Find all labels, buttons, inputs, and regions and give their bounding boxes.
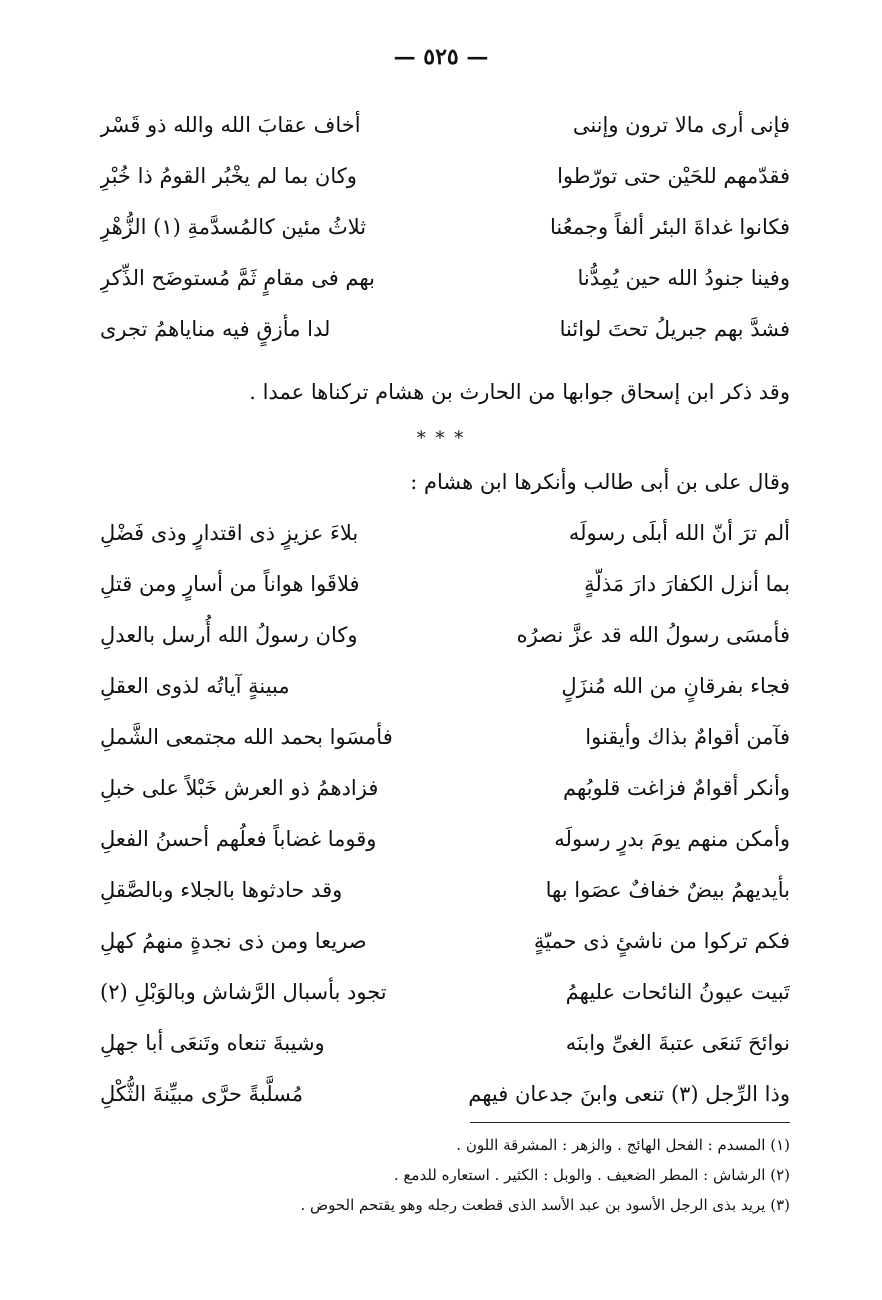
verse-first-hemistich: فآمن أقوامٌ بذاك وأيقنوا: [585, 725, 790, 749]
verse: [100, 508, 790, 559]
verse: [100, 610, 790, 661]
verse-first-hemistich: فأمسَى رسولُ الله قد عزَّ نصرُه: [516, 623, 790, 647]
verse-second-hemistich: بلاءَ عزيزٍ ذى اقتدارٍ وذى فَضْلِ: [100, 521, 359, 545]
verse: [100, 814, 790, 865]
verse-first-hemistich: فكانوا غداةَ البئر ألفاً وجمعُنا: [550, 215, 790, 239]
verse-second-hemistich: أخاف عقابَ الله والله ذو قَسْر: [100, 113, 361, 137]
verse-second-hemistich: مبينةٍ آياتُه لذوى العقلِ: [100, 674, 290, 698]
footnote-divider: [470, 1122, 790, 1123]
poem-2: [100, 508, 790, 1120]
verse: [100, 253, 790, 304]
verse-first-hemistich: فإنى أرى مالا ترون وإننى: [572, 113, 790, 137]
verse-second-hemistich: ثلاثُ مئين كالمُسدَّمةِ (١) الزُّهْرِ: [100, 215, 367, 239]
verse: [100, 712, 790, 763]
verse: [100, 763, 790, 814]
verse-first-hemistich: فكم تركوا من ناشئٍ ذى حميّةٍ: [533, 929, 790, 953]
verse: [100, 202, 790, 253]
verse-second-hemistich: تجود بأسبال الرَّشاش وبالوَبْلِ (٢): [100, 980, 387, 1004]
verse: [100, 916, 790, 967]
verse-first-hemistich: تَبيت عيونُ النائحات عليهمُ: [565, 980, 790, 1004]
verse-second-hemistich: فزادهمُ ذو العرش خَبْلاً على خبلِ: [100, 776, 379, 800]
verse-second-hemistich: لدا مأزقٍ فيه مناياهمُ تجرى: [100, 317, 331, 341]
verse: [100, 100, 790, 151]
verse-second-hemistich: وقد حادثوها بالجلاء وبالصَّقلِ: [100, 878, 343, 902]
footnote: (٢) الرشاش : المطر الضعيف . والوبل : الكثير . استعاره للدمع .: [393, 1166, 790, 1184]
verse: [100, 967, 790, 1018]
verse-second-hemistich: فلاقَوا هواناً من أسارٍ ومن قتلِ: [100, 572, 360, 596]
verse-second-hemistich: بهم فى مقامٍ ثَمَّ مُستوضَح الذِّكرِ: [100, 266, 375, 290]
verse: [100, 661, 790, 712]
verse-first-hemistich: فجاء بفرقانٍ من الله مُنزَلٍ: [561, 674, 790, 698]
verse: [100, 559, 790, 610]
verse-first-hemistich: ألم ترَ أنّ الله أبلَى رسولَه: [568, 521, 790, 545]
verse-second-hemistich: وكان بما لم يخْبُر القومُ ذا خُبْرِ: [100, 164, 357, 188]
verse-second-hemistich: وكان رسولُ الله أُرسل بالعدلِ: [100, 623, 358, 647]
verse: [100, 151, 790, 202]
verse-first-hemistich: بأيديهمُ بيضٌ خفافٌ عصَوا بها: [545, 878, 790, 902]
verse-first-hemistich: فقدّمهم للحَيْن حتى تورّطوا: [557, 164, 790, 188]
verse: [100, 1018, 790, 1069]
footnotes: [90, 1130, 790, 1220]
verse: [100, 865, 790, 916]
poem-1: [100, 100, 790, 355]
verse-second-hemistich: وشيبةَ تنعاه وتَنعَى أبا جهلِ: [100, 1031, 325, 1055]
verse-first-hemistich: نوائحَ تَنعَى عتبةَ الغىِّ وابنَه: [565, 1031, 790, 1055]
verse-first-hemistich: وأمكن منهم يومَ بدرٍ رسولَه: [554, 827, 790, 851]
verse-first-hemistich: وأنكر أقوامٌ فزاغت قلوبُهم: [563, 776, 790, 800]
verse: [100, 304, 790, 355]
verse-second-hemistich: فأمسَوا بحمد الله مجتمعى الشَّملِ: [100, 725, 393, 749]
footnote: (٣) يريد بذى الرجل الأسود بن عبد الأسد الذى قطعت رجله وهو يقتحم الحوض .: [300, 1196, 790, 1214]
section-separator: * * *: [416, 428, 466, 449]
prose-intro: وقال على بن أبى طالب وأنكرها ابن هشام :: [410, 470, 790, 494]
verse-first-hemistich: وذا الرِّجل (٣) تنعى وابنَ جدعان فيهم: [468, 1082, 790, 1106]
verse-first-hemistich: بما أنزل الكفارَ دارَ مَذلّةٍ: [584, 572, 790, 596]
verse: [100, 1069, 790, 1120]
verse-first-hemistich: وفينا جنودُ الله حين يُمِدُّنا: [577, 266, 790, 290]
prose-note: وقد ذكر ابن إسحاق جوابها من الحارث بن هشام تركناها عمدا .: [249, 380, 790, 404]
footnote: (١) المسدم : الفحل الهائج . والزهر : المشرقة اللون .: [456, 1136, 790, 1154]
verse-second-hemistich: صريعا ومن ذى نجدةٍ منهمُ كهلِ: [100, 929, 367, 953]
page-number: — ٥٢٥ —: [393, 44, 489, 70]
verse-first-hemistich: فشدَّ بهم جبريلُ تحتَ لوائنا: [559, 317, 790, 341]
verse-second-hemistich: وقوما غضاباً فعلُهم أحسنُ الفعلِ: [100, 827, 377, 851]
verse-second-hemistich: مُسلَّبةً حرَّى مبيِّنةَ الثُّكْلِ: [100, 1082, 304, 1106]
